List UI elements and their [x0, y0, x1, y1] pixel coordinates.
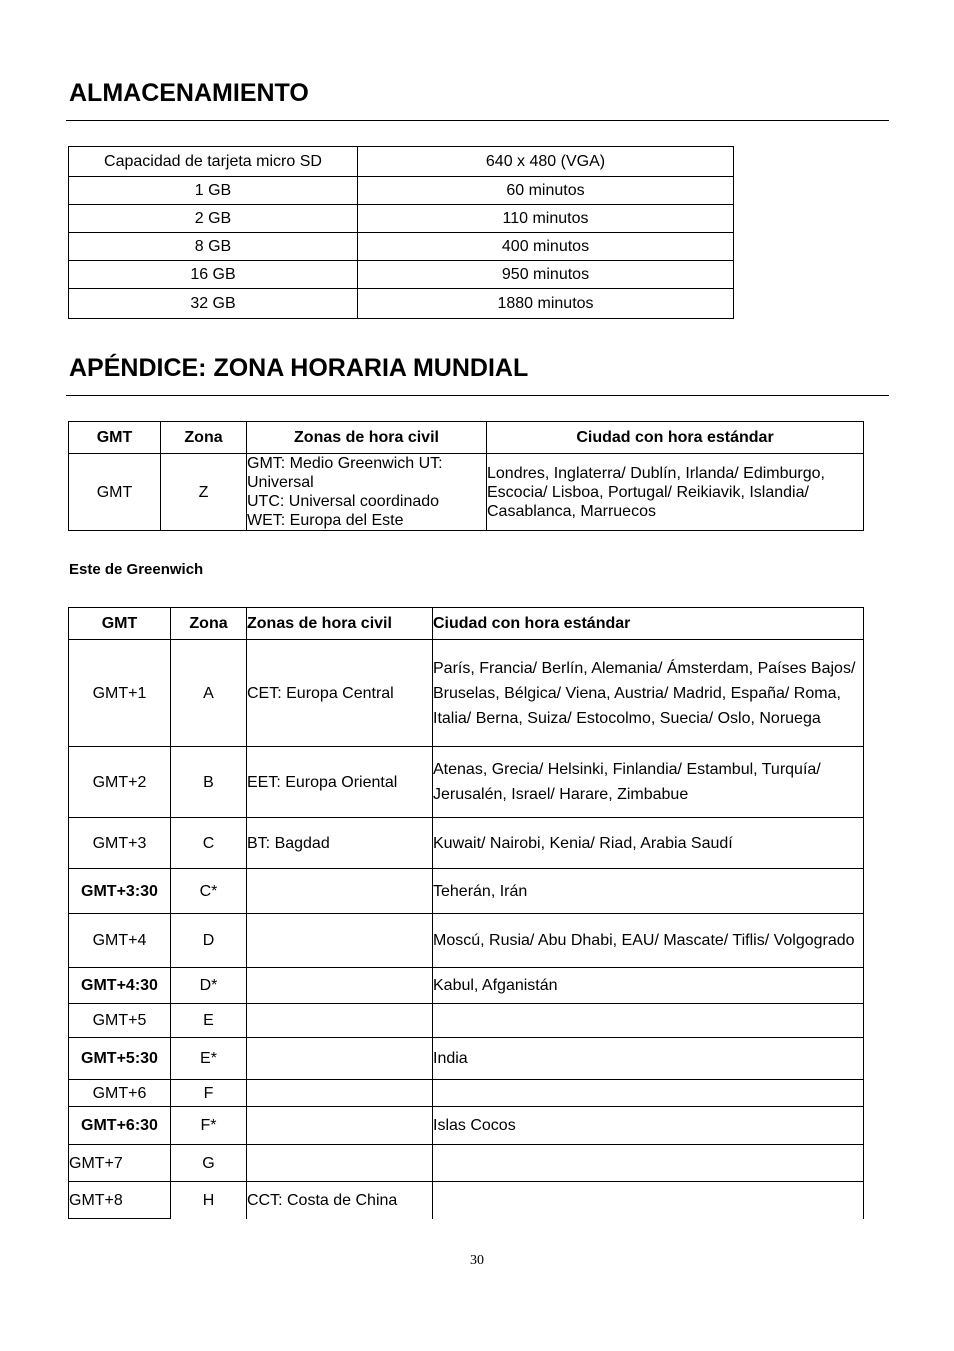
cities-cell: [433, 1080, 864, 1107]
storage-capacity-cell: 2 GB: [69, 205, 358, 233]
gmt-cell: GMT+5:30: [69, 1038, 171, 1080]
page-number: 30: [470, 1253, 484, 1268]
table-row: [69, 869, 864, 914]
cities-cell: Moscú, Rusia/ Abu Dhabi, EAU/ Mascate/ Tiflis/ Volgogrado: [433, 914, 864, 968]
gmt-cell: GMT+6:30: [69, 1107, 171, 1145]
table-row: [69, 1080, 864, 1107]
zone-cell: C*: [171, 869, 247, 914]
table-row: [69, 818, 864, 869]
cities-cell: Teherán, Irán: [433, 869, 864, 914]
gmt-cell: GMT+8: [69, 1182, 171, 1219]
civil-line: UTC: Universal coordinado: [247, 493, 440, 510]
storage-capacity-cell: 1 GB: [69, 177, 358, 205]
table-row: [69, 233, 734, 261]
cities-cell: Atenas, Grecia/ Helsinki, Finlandia/ Estambul, Turquía/ Jerusalén, Israel/ Harare, Zimbabue: [433, 747, 864, 818]
table-row: [69, 640, 864, 747]
zone-cell: D: [171, 914, 247, 968]
storage-table: [68, 146, 734, 319]
cities-cell: Islas Cocos: [433, 1107, 864, 1145]
civil-cell: [247, 914, 433, 968]
table-row: [69, 454, 864, 531]
header-gmt: GMT: [69, 422, 161, 454]
table-row: [69, 261, 734, 289]
civil-cell: CCT: Costa de China: [247, 1182, 433, 1219]
cities-cell: Kabul, Afganistán: [433, 968, 864, 1004]
east-table: [68, 607, 864, 1219]
storage-minutes-cell: 1880 minutos: [358, 289, 734, 319]
table-row: [69, 205, 734, 233]
zone-cell: A: [171, 640, 247, 747]
civil-cell: [247, 1004, 433, 1038]
gmt-cell: GMT+4:30: [69, 968, 171, 1004]
table-row: [69, 1182, 864, 1219]
zone-cell: F: [171, 1080, 247, 1107]
civil-cell: [247, 869, 433, 914]
gmt-cell: GMT+2: [69, 747, 171, 818]
storage-header-row: [69, 147, 734, 177]
zone-cell: Z: [161, 454, 247, 531]
gmt-cell: GMT+5: [69, 1004, 171, 1038]
header-zone: Zona: [171, 608, 247, 640]
gmt-zero-table: [68, 421, 864, 531]
storage-header-resolution: 640 x 480 (VGA): [358, 147, 734, 177]
cities-cell: [433, 1145, 864, 1182]
table-row: [69, 914, 864, 968]
gmt-cell: GMT+1: [69, 640, 171, 747]
cities-cell: [433, 1004, 864, 1038]
civil-line: WET: Europa del Este: [247, 512, 404, 529]
gmt-cell: GMT: [69, 454, 161, 531]
storage-minutes-cell: 950 minutos: [358, 261, 734, 289]
east-header-row: [69, 608, 864, 640]
header-civil: Zonas de hora civil: [247, 422, 487, 454]
cities-cell: Kuwait/ Nairobi, Kenia/ Riad, Arabia Saudí: [433, 818, 864, 869]
table-row: [69, 1107, 864, 1145]
civil-cell: [247, 1080, 433, 1107]
table-row: [69, 747, 864, 818]
table-row: [69, 1145, 864, 1182]
zone-cell: E: [171, 1004, 247, 1038]
civil-cell: [247, 1145, 433, 1182]
table-row: [69, 1004, 864, 1038]
zone-cell: H: [171, 1182, 247, 1219]
civil-cell: CET: Europa Central: [247, 640, 433, 747]
zone-cell: D*: [171, 968, 247, 1004]
zone-cell: E*: [171, 1038, 247, 1080]
cities-cell: Londres, Inglaterra/ Dublín, Irlanda/ Edimburgo, Escocia/ Lisboa, Portugal/ Reikiavik, Islandia/ Casablanca, Marruecos: [487, 454, 864, 531]
storage-capacity-cell: 32 GB: [69, 289, 358, 319]
gmt-cell: GMT+4: [69, 914, 171, 968]
zone-cell: B: [171, 747, 247, 818]
storage-header-capacity: Capacidad de tarjeta micro SD: [69, 147, 358, 177]
cities-cell: India: [433, 1038, 864, 1080]
zone-cell: C: [171, 818, 247, 869]
cities-cell: [433, 1182, 864, 1219]
gmt-cell: GMT+7: [69, 1145, 171, 1182]
table-row: [69, 1038, 864, 1080]
storage-minutes-cell: 110 minutos: [358, 205, 734, 233]
storage-capacity-cell: 16 GB: [69, 261, 358, 289]
header-gmt: GMT: [69, 608, 171, 640]
gmt-cell: GMT+3:30: [69, 869, 171, 914]
gmt-zero-header-row: [69, 422, 864, 454]
appendix-title: APÉNDICE: ZONA HORARIA MUNDIAL: [69, 354, 529, 382]
civil-cell: BT: Bagdad: [247, 818, 433, 869]
header-cities: Ciudad con hora estándar: [487, 422, 864, 454]
header-civil: Zonas de hora civil: [247, 608, 433, 640]
table-row: [69, 968, 864, 1004]
cities-cell: París, Francia/ Berlín, Alemania/ Ámsterdam, Países Bajos/ Bruselas, Bélgica/ Viena, Austria/ Madrid, España/ Roma, Italia/ Berna, Suiza/ Estocolmo, Suecia/ Oslo, Noruega: [433, 640, 864, 747]
civil-cell: [247, 1038, 433, 1080]
storage-minutes-cell: 400 minutos: [358, 233, 734, 261]
storage-title: ALMACENAMIENTO: [69, 79, 309, 107]
east-of-greenwich-label: Este de Greenwich: [69, 561, 204, 578]
storage-minutes-cell: 60 minutos: [358, 177, 734, 205]
table-row: [69, 289, 734, 319]
storage-title-rule: [66, 120, 889, 121]
civil-cell: [247, 968, 433, 1004]
gmt-cell: GMT+6: [69, 1080, 171, 1107]
civil-cell: EET: Europa Oriental: [247, 747, 433, 818]
gmt-cell: GMT+3: [69, 818, 171, 869]
storage-capacity-cell: 8 GB: [69, 233, 358, 261]
table-row: [69, 177, 734, 205]
header-zone: Zona: [161, 422, 247, 454]
civil-cell: [247, 454, 487, 531]
civil-line: GMT: Medio Greenwich UT: Universal: [247, 455, 443, 491]
civil-cell: [247, 1107, 433, 1145]
zone-cell: F*: [171, 1107, 247, 1145]
zone-cell: G: [171, 1145, 247, 1182]
appendix-title-rule: [66, 395, 889, 396]
header-cities: Ciudad con hora estándar: [433, 608, 864, 640]
